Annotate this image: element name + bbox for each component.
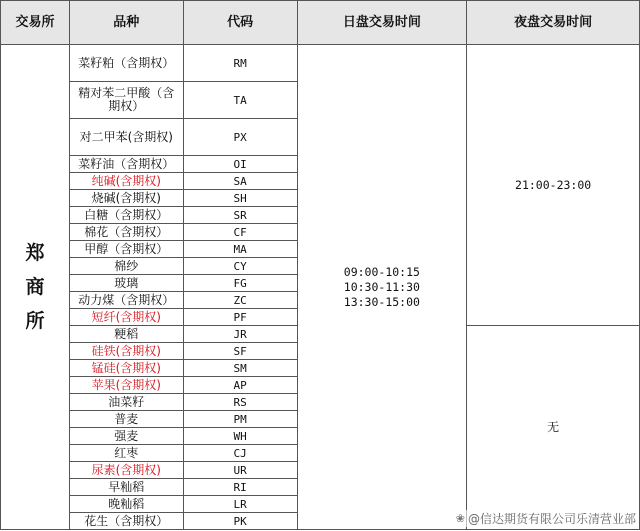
product-name: 尿素(含期权) (69, 462, 183, 479)
header-code: 代码 (183, 1, 297, 45)
header-product: 品种 (69, 1, 183, 45)
product-code: JR (183, 326, 297, 343)
header-night-session: 夜盘交易时间 (467, 1, 640, 45)
product-name: 油菜籽 (69, 394, 183, 411)
product-name: 纯碱(含期权) (69, 173, 183, 190)
product-name: 硅铁(含期权) (69, 343, 183, 360)
day-session-time: 10:30-11:30 (343, 279, 420, 294)
product-name: 甲醇（含期权） (69, 241, 183, 258)
header-row (1, 1, 640, 45)
product-code: LR (183, 496, 297, 513)
product-code: MA (183, 241, 297, 258)
product-code: SH (183, 190, 297, 207)
product-name: 晚籼稻 (69, 496, 183, 513)
product-name: 苹果(含期权) (69, 377, 183, 394)
product-code: ZC (183, 292, 297, 309)
product-code: RM (183, 45, 297, 82)
product-code: CJ (183, 445, 297, 462)
product-code: SM (183, 360, 297, 377)
product-name: 早籼稻 (69, 479, 183, 496)
product-name: 普麦 (69, 411, 183, 428)
product-code: PX (183, 119, 297, 156)
product-name: 棉纱 (69, 258, 183, 275)
product-code: UR (183, 462, 297, 479)
watermark-logo-icon: ❀ (455, 512, 465, 525)
product-code: PM (183, 411, 297, 428)
product-code: RI (183, 479, 297, 496)
product-code: AP (183, 377, 297, 394)
day-session-time: 09:00-10:15 (343, 264, 420, 279)
table-row (1, 45, 640, 82)
no-night-session-cell: 无 (467, 326, 640, 530)
header-exchange: 交易所 (1, 1, 70, 45)
product-code: PK (183, 513, 297, 530)
product-code: OI (183, 156, 297, 173)
product-name: 精对苯二甲酸（含期权） (69, 82, 183, 119)
product-name: 菜籽粕（含期权） (69, 45, 183, 82)
day-session-time: 13:30-15:00 (343, 294, 420, 309)
product-name: 粳稻 (69, 326, 183, 343)
watermark-text: @信达期货有限公司乐清营业部 (467, 512, 636, 526)
product-code: SA (183, 173, 297, 190)
table-body (1, 45, 640, 530)
product-name: 短纤(含期权) (69, 309, 183, 326)
header-day-session: 日盘交易时间 (297, 1, 467, 45)
product-name: 红枣 (69, 445, 183, 462)
product-code: CF (183, 224, 297, 241)
product-code: TA (183, 82, 297, 119)
product-name: 锰硅(含期权) (69, 360, 183, 377)
exchange-char: 商 (25, 276, 45, 298)
exchange-char: 所 (25, 310, 45, 332)
product-code: SF (183, 343, 297, 360)
product-name: 玻璃 (69, 275, 183, 292)
exchange-cell (1, 45, 70, 530)
product-code: PF (183, 309, 297, 326)
product-code: SR (183, 207, 297, 224)
night-session-cell: 21:00-23:00 (467, 45, 640, 326)
product-code: FG (183, 275, 297, 292)
exchange-char: 郑 (25, 242, 45, 264)
product-name: 白糖（含期权） (69, 207, 183, 224)
product-name: 菜籽油（含期权） (69, 156, 183, 173)
product-code: RS (183, 394, 297, 411)
product-code: WH (183, 428, 297, 445)
product-name: 烧碱(含期权) (69, 190, 183, 207)
product-name: 花生（含期权） (69, 513, 183, 530)
product-code: CY (183, 258, 297, 275)
product-name: 强麦 (69, 428, 183, 445)
product-name: 动力煤（含期权） (69, 292, 183, 309)
watermark (456, 510, 636, 527)
product-name: 对二甲苯(含期权) (69, 119, 183, 156)
product-name: 棉花（含期权） (69, 224, 183, 241)
day-session-cell (297, 45, 467, 530)
